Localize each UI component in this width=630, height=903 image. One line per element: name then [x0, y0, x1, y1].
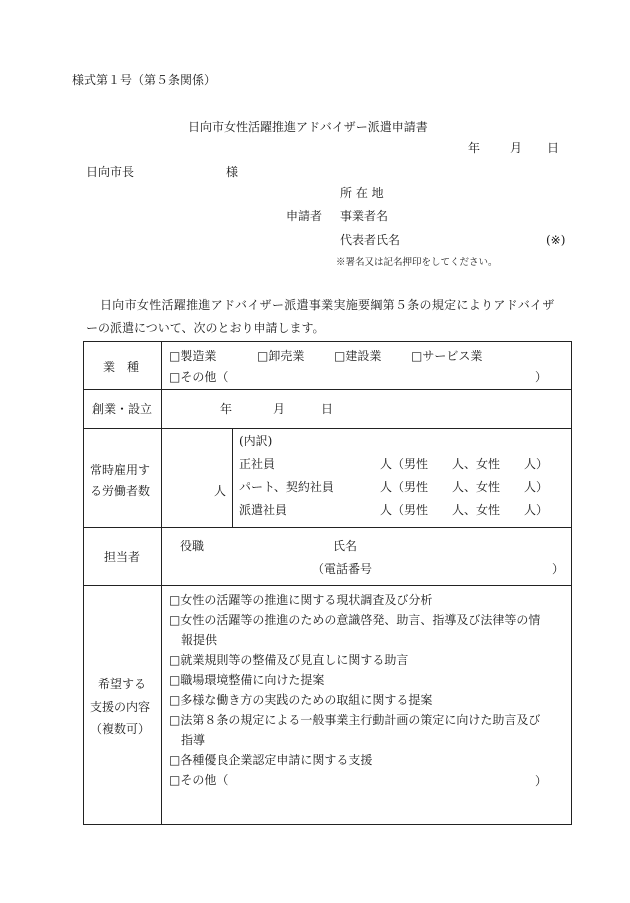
form-number: 様式第１号（第５条関係） [72, 73, 217, 87]
support-option[interactable]: □女性の活躍等の推進のための意識啓発、助言、指導及び法律等の情 [169, 613, 541, 627]
page-title: 日向市女性活躍推進アドバイザー派遣申請書 [188, 120, 428, 134]
applicant-business-name-label: 事業者名 [340, 209, 389, 223]
employees-breakdown-label: (内訳) [239, 434, 273, 448]
intro-line-1: 日向市女性活躍推進アドバイザー派遣事業実施要綱第５条の規定によりアドバイザ [100, 298, 555, 312]
applicant-address-label: 所 在 地 [340, 186, 384, 200]
date-year: 年 [468, 141, 481, 155]
industry-other-close: ） [535, 370, 548, 384]
industry-option-other[interactable]: □その他（ [169, 370, 229, 384]
industry-option-service[interactable]: □サービス業 [411, 349, 483, 363]
row-divider [84, 527, 571, 528]
intro-line-2: ーの派遣について、次のとおり申請します。 [86, 321, 325, 335]
employees-column-divider [232, 428, 233, 527]
support-other-close: ） [535, 774, 548, 788]
support-option[interactable]: □法第８条の規定による一般事業主行動計画の策定に向けた助言及び [169, 713, 541, 727]
employee-detail-dispatched: 人（男性 人、女性 人） [380, 503, 549, 517]
addressee-honorific: 様 [226, 165, 239, 179]
employees-total-unit: 人 [214, 484, 227, 498]
support-option[interactable]: □就業規則等の整備及び見直しに関する助言 [169, 653, 409, 667]
support-label-line-3: （複数可） [90, 722, 151, 736]
founded-label: 創業・設立 [92, 402, 153, 416]
contact-phone-close: ） [552, 562, 565, 576]
employee-detail-regular: 人（男性 人、女性 人） [380, 457, 549, 471]
founded-year: 年 [220, 402, 233, 416]
support-option-other[interactable]: □その他（ [169, 773, 229, 787]
employee-type-regular: 正社員 [239, 457, 276, 471]
founded-month: 月 [273, 402, 286, 416]
contact-name-label: 氏名 [333, 539, 358, 553]
industry-option-manufacturing[interactable]: □製造業 [169, 349, 217, 363]
row-divider [84, 585, 571, 586]
support-label-line-1: 希望する [98, 677, 147, 691]
employees-label-line-2: る労働者数 [90, 484, 151, 498]
contact-label: 担当者 [104, 550, 141, 564]
support-option-continuation: 指導 [169, 733, 206, 747]
application-table [83, 341, 572, 825]
employee-type-dispatched: 派遣社員 [239, 503, 288, 517]
founded-day: 日 [321, 402, 334, 416]
applicant-label: 申請者 [286, 209, 323, 223]
industry-option-construction[interactable]: □建設業 [334, 349, 382, 363]
support-option[interactable]: □職場環境整備に向けた提案 [169, 673, 325, 687]
contact-phone-label: （電話番号 [312, 562, 373, 576]
employee-detail-part-time: 人（男性 人、女性 人） [380, 480, 549, 494]
row-divider [84, 389, 571, 390]
support-option[interactable]: □女性の活躍等の推進に関する現状調査及び分析 [169, 593, 433, 607]
seal-mark: (※) [546, 233, 566, 247]
employees-label-line-1: 常時雇用す [90, 463, 151, 477]
contact-position-label: 役職 [180, 539, 205, 553]
support-option[interactable]: □多様な働き方の実践のための取組に関する提案 [169, 693, 433, 707]
support-option[interactable]: □各種優良企業認定申請に関する支援 [169, 753, 373, 767]
employee-type-part-time: パート、契約社員 [239, 480, 334, 494]
row-divider [84, 428, 571, 429]
industry-label: 業 種 [103, 360, 140, 374]
support-label-line-2: 支援の内容 [90, 700, 151, 714]
applicant-representative-label: 代表者氏名 [340, 233, 401, 247]
addressee-name: 日向市長 [86, 165, 135, 179]
support-option-continuation: 報提供 [169, 633, 218, 647]
industry-option-wholesale[interactable]: □卸売業 [257, 349, 305, 363]
date-month: 月 [510, 141, 523, 155]
date-day: 日 [547, 141, 560, 155]
label-column-divider [161, 342, 162, 824]
support-options-list [169, 590, 540, 790]
signature-note: ※署名又は記名押印をしてください。 [336, 257, 498, 268]
